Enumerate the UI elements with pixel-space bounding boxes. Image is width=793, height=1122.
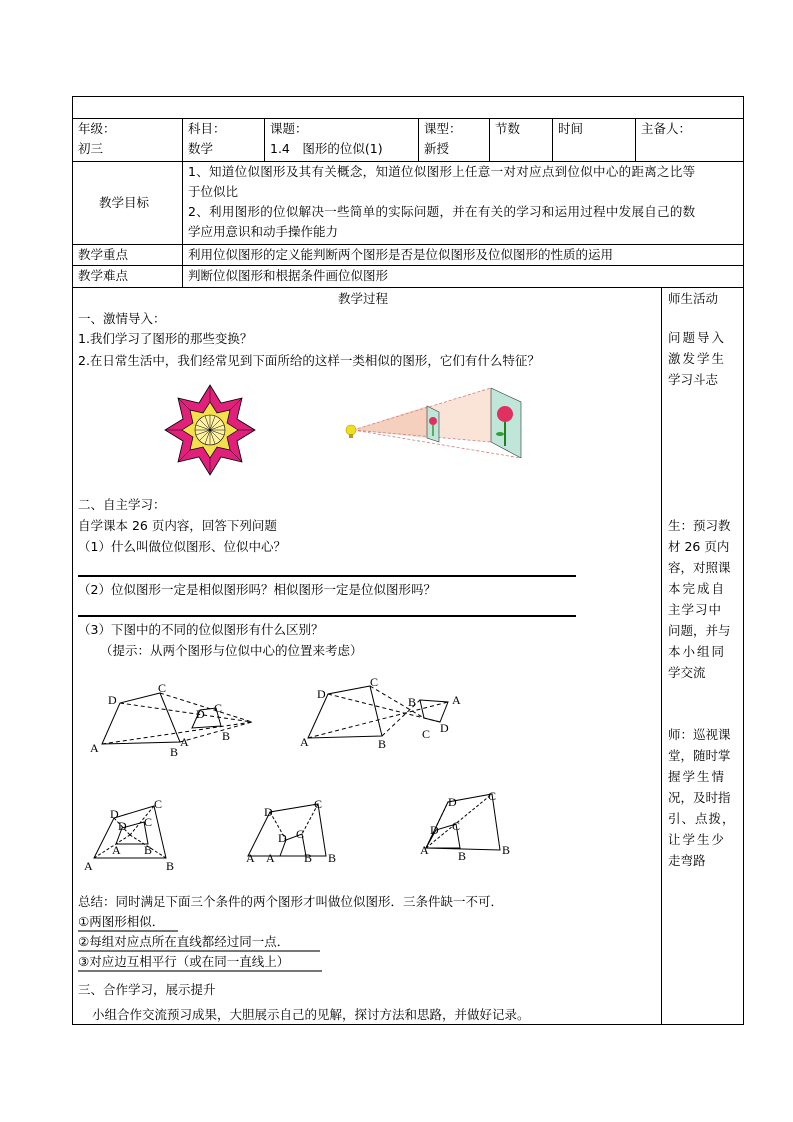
type-label: 课型： — [424, 121, 462, 136]
vertex-label: A — [420, 843, 429, 857]
goals-line: 于位似比 — [188, 184, 239, 199]
activity-line: 生：预习教 — [668, 518, 731, 533]
type-value: 新授 — [424, 141, 450, 156]
activity-line: 学交流 — [668, 665, 706, 680]
answer-line — [78, 615, 576, 617]
activity-line: 况，及时指 — [668, 790, 731, 805]
activity-line: 引、点拨， — [668, 811, 736, 826]
goals-line: 2、利用图形的位似解决一些简单的实际问题，并在有关的学习和运用过程中发展自己的数 — [188, 204, 696, 219]
study-question-1: （1）什么叫做位似图形、位似中心？ — [78, 539, 286, 554]
study-question-2: （2）位似图形一定是相似图形吗？相似图形一定是位似图形吗？ — [78, 582, 436, 597]
section2-title: 二、自主学习： — [78, 497, 166, 512]
vertex-label: A — [180, 735, 189, 749]
vertex-label: D — [317, 687, 326, 701]
vertex-label: D — [118, 819, 127, 833]
vertex-label: B — [408, 695, 417, 709]
vertex-label: B — [304, 851, 313, 865]
vertex-label: C — [370, 675, 379, 689]
vertex-label: B — [378, 737, 387, 751]
subject-label: 科目： — [188, 121, 226, 136]
activity-line: 问题导入 — [668, 330, 727, 345]
goals-label: 教学目标 — [99, 195, 150, 210]
self-study-text: 自学课本 26 页内容，回答下列问题 — [78, 518, 277, 533]
activity-line: 本完成自 — [668, 581, 727, 596]
activity-line: 走弯路 — [668, 853, 706, 868]
vertex-label: B — [458, 849, 467, 863]
section1-title: 一、激情导入： — [78, 311, 166, 326]
answer-line — [78, 575, 576, 577]
vertex-label: C — [422, 727, 431, 741]
vertex-label: D — [440, 721, 449, 735]
activity-line: 本小组同 — [668, 644, 727, 659]
question-1: 1.我们学习了图形的那些变换？ — [78, 331, 253, 346]
vertex-label: C — [452, 819, 461, 833]
process-title: 教学过程 — [338, 291, 389, 306]
vertex-label: B — [166, 859, 175, 873]
activity-line: 材 26 页内 — [668, 539, 730, 554]
vertex-label: C — [296, 827, 305, 841]
activity-line: 师：巡视课 — [668, 727, 731, 742]
activity-line: 学习斗志 — [668, 372, 719, 387]
table-border-top — [72, 96, 744, 97]
answer-line — [78, 970, 322, 972]
vertex-label: A — [112, 843, 121, 857]
vertex-label: C — [488, 789, 497, 803]
activity-line: 握学生情 — [668, 769, 727, 784]
topic-value: 1.4 图形的位似(1) — [270, 141, 383, 156]
activity-line: 问题，并与 — [668, 623, 731, 638]
summary-text: 总结：同时满足下面三个条件的两个图形才叫做位似图形．三条件缺一不可． — [78, 894, 504, 909]
time-label: 时间 — [558, 121, 584, 136]
condition-3: ③对应边互相平行（或在同一直线上） — [78, 954, 290, 969]
vertex-label: A — [90, 741, 99, 755]
cooperation-text: 小组合作交流预习成果，大胆展示自己的见解，探讨方法和思路，并做好记录。 — [92, 1007, 530, 1022]
key-point-text: 利用位似图形的定义能判断两个图形是否是位似图形及位似图形的性质的运用 — [188, 247, 614, 262]
condition-1: ①两图形相似． — [78, 914, 165, 929]
star-ornament-figure — [164, 384, 256, 476]
homothety-figures — [80, 670, 560, 880]
vertex-label: D — [430, 823, 439, 837]
key-point-label: 教学重点 — [78, 247, 129, 262]
projection-figure — [343, 388, 528, 458]
vertex-label: A — [84, 859, 93, 873]
study-question-3: （3）下图中的不同的位似图形有什么区别？ — [78, 622, 324, 637]
vertex-label: D — [108, 693, 117, 707]
goals-line: 学应用意识和动手操作能力 — [188, 224, 339, 239]
condition-2: ②每组对应点所在直线都经过同一点． — [78, 934, 290, 949]
activity-title: 师生活动 — [668, 291, 719, 306]
question-2: 2.在日常生活中，我们经常见到下面所给的这样一类相似的图形，它们有什么特征？ — [78, 353, 540, 368]
vertex-label: A — [246, 851, 255, 865]
vertex-label: C — [144, 815, 153, 829]
grade-value: 初三 — [78, 141, 104, 156]
vertex-label: D — [110, 807, 119, 821]
table-border-left — [72, 96, 73, 1025]
table-border-right — [743, 96, 744, 1025]
vertex-label: C — [158, 681, 167, 695]
activity-line: 激发学生 — [668, 351, 727, 366]
goals-line: 1、知道位似图形及其有关概念，知道位似图形上任意一对对应点到位似中心的距离之比等 — [188, 164, 696, 179]
vertex-label: D — [278, 831, 287, 845]
vertex-label: C — [314, 797, 323, 811]
hint-text: （提示：从两个图形与位似中心的位置来考虑） — [100, 643, 363, 658]
vertex-label: D — [448, 795, 457, 809]
vertex-label: B — [170, 745, 179, 759]
vertex-label: D — [196, 707, 205, 721]
vertex-label: B — [502, 843, 511, 857]
preparer-label: 主备人： — [641, 121, 692, 136]
section3-title: 三、合作学习，展示提升 — [78, 982, 216, 997]
answer-line — [78, 950, 320, 952]
vertex-label: C — [154, 797, 163, 811]
table-border-bottom — [72, 1024, 744, 1025]
topic-label: 课题： — [270, 121, 308, 136]
vertex-label: B — [328, 851, 337, 865]
activity-line: 让学生少 — [668, 832, 727, 847]
vertex-label: D — [264, 805, 273, 819]
activity-line: 堂，随时掌 — [668, 748, 731, 763]
difficulty-label: 教学难点 — [78, 268, 129, 283]
vertex-label: A — [266, 851, 275, 865]
vertex-label: A — [300, 735, 309, 749]
vertex-label: C — [214, 701, 223, 715]
periods-label: 节数 — [495, 121, 521, 136]
subject-value: 数学 — [188, 141, 214, 156]
vertex-label: B — [222, 729, 231, 743]
grade-label: 年级： — [78, 121, 116, 136]
activity-line: 容，对照课 — [668, 560, 731, 575]
vertex-label: A — [452, 693, 461, 707]
vertex-label: B — [144, 843, 153, 857]
answer-line — [78, 930, 178, 932]
difficulty-text: 判断位似图形和根据条件画位似图形 — [188, 268, 389, 283]
activity-line: 主学习中 — [668, 602, 723, 617]
